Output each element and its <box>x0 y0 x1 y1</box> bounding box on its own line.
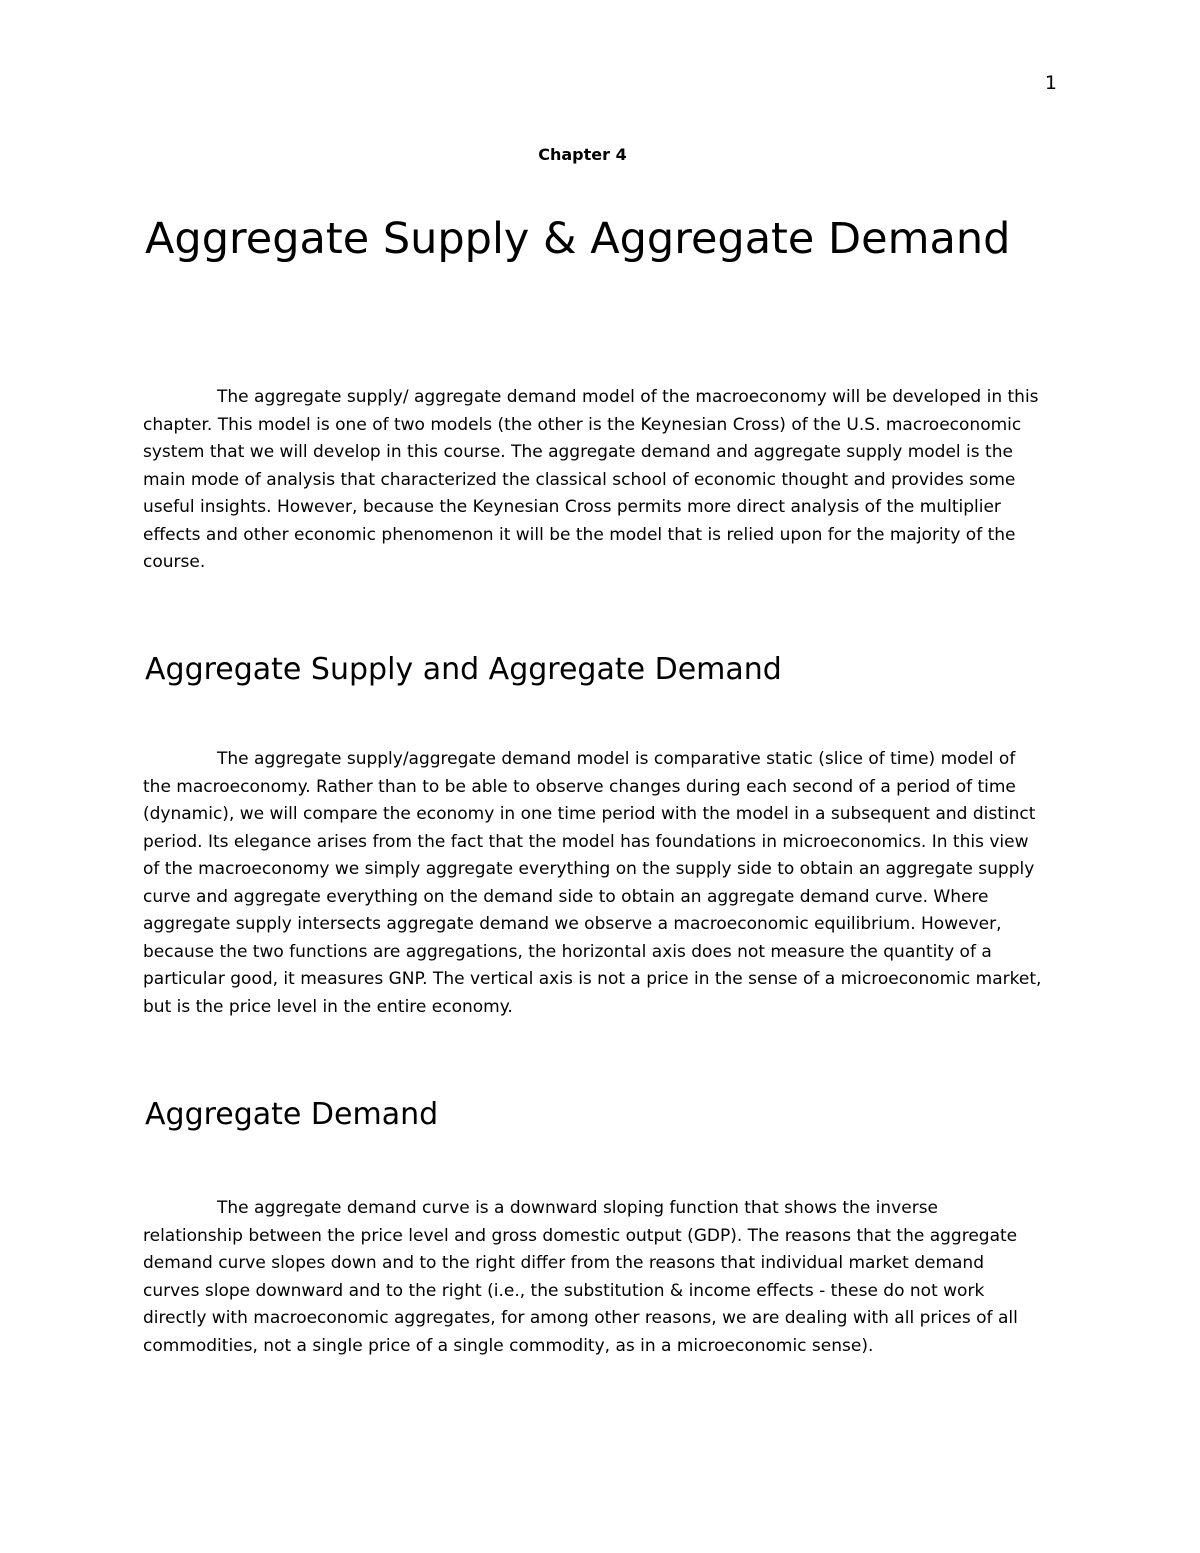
intro-paragraph: The aggregate supply/ aggregate demand model of the macroeconomy will be developed in this chapter. This model is one of two models (the other is the Keynesian Cross) of the U.S. macroeconomic system that we will develop in this course. The aggregate demand and aggregate supply model is the main mode of analysis that characterized the classical school of economic thought and provides some useful insights. However, because the Keynesian Cross permits more direct analysis of the multiplier effects and other economic phenomenon it will be the model that is relied upon for the majority of the course. <box>143 387 1039 572</box>
document-title: Aggregate Supply & Aggregate Demand <box>145 214 1011 264</box>
page-number: 1 <box>1044 72 1057 94</box>
section-heading-as-ad: Aggregate Supply and Aggregate Demand <box>145 652 782 687</box>
chapter-label: Chapter 4 <box>538 145 627 164</box>
as-ad-paragraph: The aggregate supply/aggregate demand model is comparative static (slice of time) model of the macroeconomy. Rather than to be able to observe changes during each second of a period of time (dynamic), we will compare the economy in one time period with the model in a subsequent and distinct period. Its elegance arises from the fact that the model has foundations in microeconomics. In this view of the macroeconomy we simply aggregate everything on the supply side to obtain an aggregate supply curve and aggregate everything on the demand side to obtain an aggregate demand curve. Where aggregate supply intersects aggregate demand we observe a macroeconomic equilibrium. However, because the two functions are aggregations, the horizontal axis does not measure the quantity of a particular good, it measures GNP. The vertical axis is not a price in the sense of a microeconomic market, but is the price level in the entire economy. <box>143 749 1042 1017</box>
ad-paragraph: The aggregate demand curve is a downward sloping function that shows the inverse relationship between the price level and gross domestic output (GDP). The reasons that the aggregate demand curve slopes down and to the right differ from the reasons that individual market demand curves slope downward and to the right (i.e., the substitution & income effects - these do not work directly with macroeconomic aggregates, for among other reasons, we are dealing with all prices of all commodities, not a single price of a single commodity, as in a microeconomic sense). <box>143 1198 1018 1356</box>
section-heading-ad: Aggregate Demand <box>145 1097 439 1132</box>
